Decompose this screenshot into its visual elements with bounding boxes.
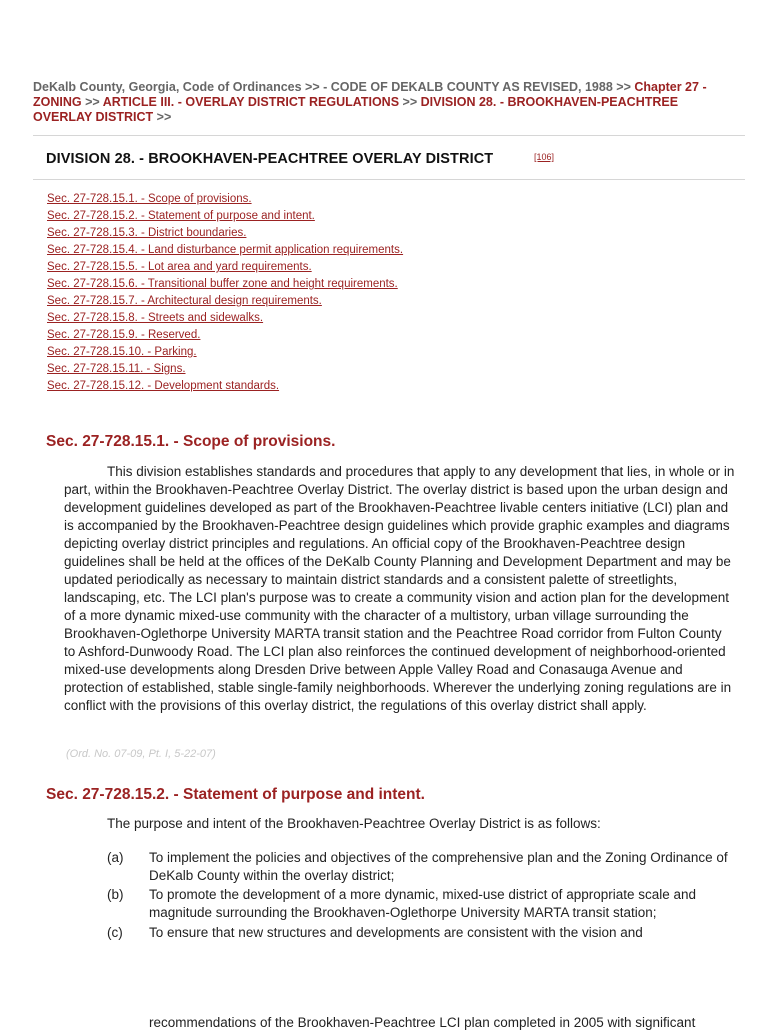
toc-item	[47, 310, 403, 327]
toc-link-scope[interactable]: Sec. 27-728.15.1. - Scope of provisions.	[47, 193, 252, 205]
toc-link-buffer-zone[interactable]: Sec. 27-728.15.6. - Transitional buffer zone and height requirements.	[47, 278, 398, 290]
list-text: To implement the policies and objectives of the comprehensive plan and the Zoning Ordinance of DeKalb County within the overlay district;	[149, 850, 728, 883]
list-text: To ensure that new structures and developments are consistent with the vision and	[149, 925, 643, 940]
toc-link-lot-area[interactable]: Sec. 27-728.15.5. - Lot area and yard requirements.	[47, 261, 312, 273]
toc-item	[47, 293, 403, 310]
toc-item	[47, 378, 403, 395]
section-body-scope: This division establishes standards and procedures that apply to any development that lies, in whole or in part, within the Brookhaven-Peachtree Overlay District. The overlay district is based upon the urban design and development guidelines developed as part of the Brookhaven-Peachtree livable centers initiative (LCI) plan and is accompanied by the Brookhaven-Peachtree design guidelines which provide graphic examples and diagrams depicting overlay district principles and regulations. An official copy of the Brookhaven-Peachtree design guidelines shall be held at the offices of the DeKalb County Planning and Development Department and may be updated periodically as necessary to maintain district standards and a consistent palette of streetlights, landscaping, etc. The LCI plan's purpose was to create a community vision and action plan for the development of a more dynamic mixed-use community with the character of a multistory, urban village surrounding the Brookhaven-Oglethorpe University MARTA transit station and the Peachtree Road corridor from Fulton County to Ashford-Dunwoody Road. The LCI plan also reinforces the continued development of neighborhood-oriented mixed-use developments along Dresden Drive between Apple Valley Road and Conasauga Avenue and protection of established, stable single-family neighborhoods. Wherever the underlying zoning regulations are in conflict with the provisions of this overlay district, the regulations of this overlay district shall apply.	[64, 464, 735, 713]
breadcrumb-article-link[interactable]: ARTICLE III. - OVERLAY DISTRICT REGULATIONS	[102, 95, 400, 109]
toc-link-development-standards[interactable]: Sec. 27-728.15.12. - Development standards.	[47, 380, 280, 392]
cutoff-text-line: recommendations of the Brookhaven-Peachtree LCI plan completed in 2005 with significant	[149, 1015, 696, 1030]
list-marker: (a)	[107, 850, 124, 865]
toc-link-reserved[interactable]: Sec. 27-728.15.9. - Reserved.	[47, 329, 201, 341]
toc-link-architectural[interactable]: Sec. 27-728.15.7. - Architectural design requirements.	[47, 295, 322, 307]
title-divider	[33, 179, 745, 180]
toc-item	[47, 259, 403, 276]
toc-link-streets[interactable]: Sec. 27-728.15.8. - Streets and sidewalks.	[47, 312, 264, 324]
history-note: (Ord. No. 07-09, Pt. I, 5-22-07)	[66, 748, 216, 760]
breadcrumb-separator: >>	[305, 80, 320, 94]
breadcrumb-code-name[interactable]: DeKalb County, Georgia, Code of Ordinances	[33, 80, 302, 94]
breadcrumb-division-link[interactable]: DIVISION 28. - BROOKHAVEN-PEACHTREE OVERLAY DISTRICT	[33, 95, 679, 124]
list-marker: (c)	[107, 925, 123, 940]
toc-link-boundaries[interactable]: Sec. 27-728.15.3. - District boundaries.	[47, 227, 247, 239]
breadcrumb-separator: >>	[402, 95, 418, 109]
toc-link-signs[interactable]: Sec. 27-728.15.11. - Signs.	[47, 363, 186, 375]
section-heading-scope: Sec. 27-728.15.1. - Scope of provisions.	[46, 433, 336, 450]
breadcrumb-chapter-link[interactable]: Chapter 27 - ZONING	[33, 80, 707, 109]
toc-item	[47, 242, 403, 259]
toc-item	[47, 361, 403, 378]
toc-item	[47, 191, 403, 208]
footnote-link[interactable]: [106]	[534, 152, 555, 162]
toc-item	[47, 276, 403, 293]
breadcrumb-revised[interactable]: - CODE OF DEKALB COUNTY AS REVISED, 1988	[323, 80, 613, 94]
toc-link-land-disturbance[interactable]: Sec. 27-728.15.4. - Land disturbance permit application requirements.	[47, 244, 404, 256]
toc-item	[47, 327, 403, 344]
toc-link-parking[interactable]: Sec. 27-728.15.10. - Parking.	[47, 346, 197, 358]
list-text: To promote the development of a more dynamic, mixed-use district of appropriate scale and magnitude surrounding the Brookhaven-Oglethorpe University MARTA transit station;	[149, 887, 697, 920]
breadcrumb	[33, 80, 738, 125]
toc-item	[47, 225, 403, 242]
section-intro-purpose: The purpose and intent of the Brookhaven-Peachtree Overlay District is as follows:	[107, 816, 601, 831]
breadcrumb-separator: >>	[85, 95, 100, 109]
top-divider	[33, 135, 745, 136]
table-of-contents	[47, 191, 403, 395]
toc-link-purpose[interactable]: Sec. 27-728.15.2. - Statement of purpose and intent.	[47, 210, 315, 222]
division-title: DIVISION 28. - BROOKHAVEN-PEACHTREE OVERLAY DISTRICT	[46, 151, 494, 167]
toc-item	[47, 208, 403, 225]
section-heading-purpose: Sec. 27-728.15.2. - Statement of purpose and intent.	[46, 786, 425, 803]
list-marker: (b)	[107, 887, 124, 902]
breadcrumb-separator: >>	[616, 80, 631, 94]
toc-item	[47, 344, 403, 361]
breadcrumb-separator: >>	[156, 110, 172, 124]
